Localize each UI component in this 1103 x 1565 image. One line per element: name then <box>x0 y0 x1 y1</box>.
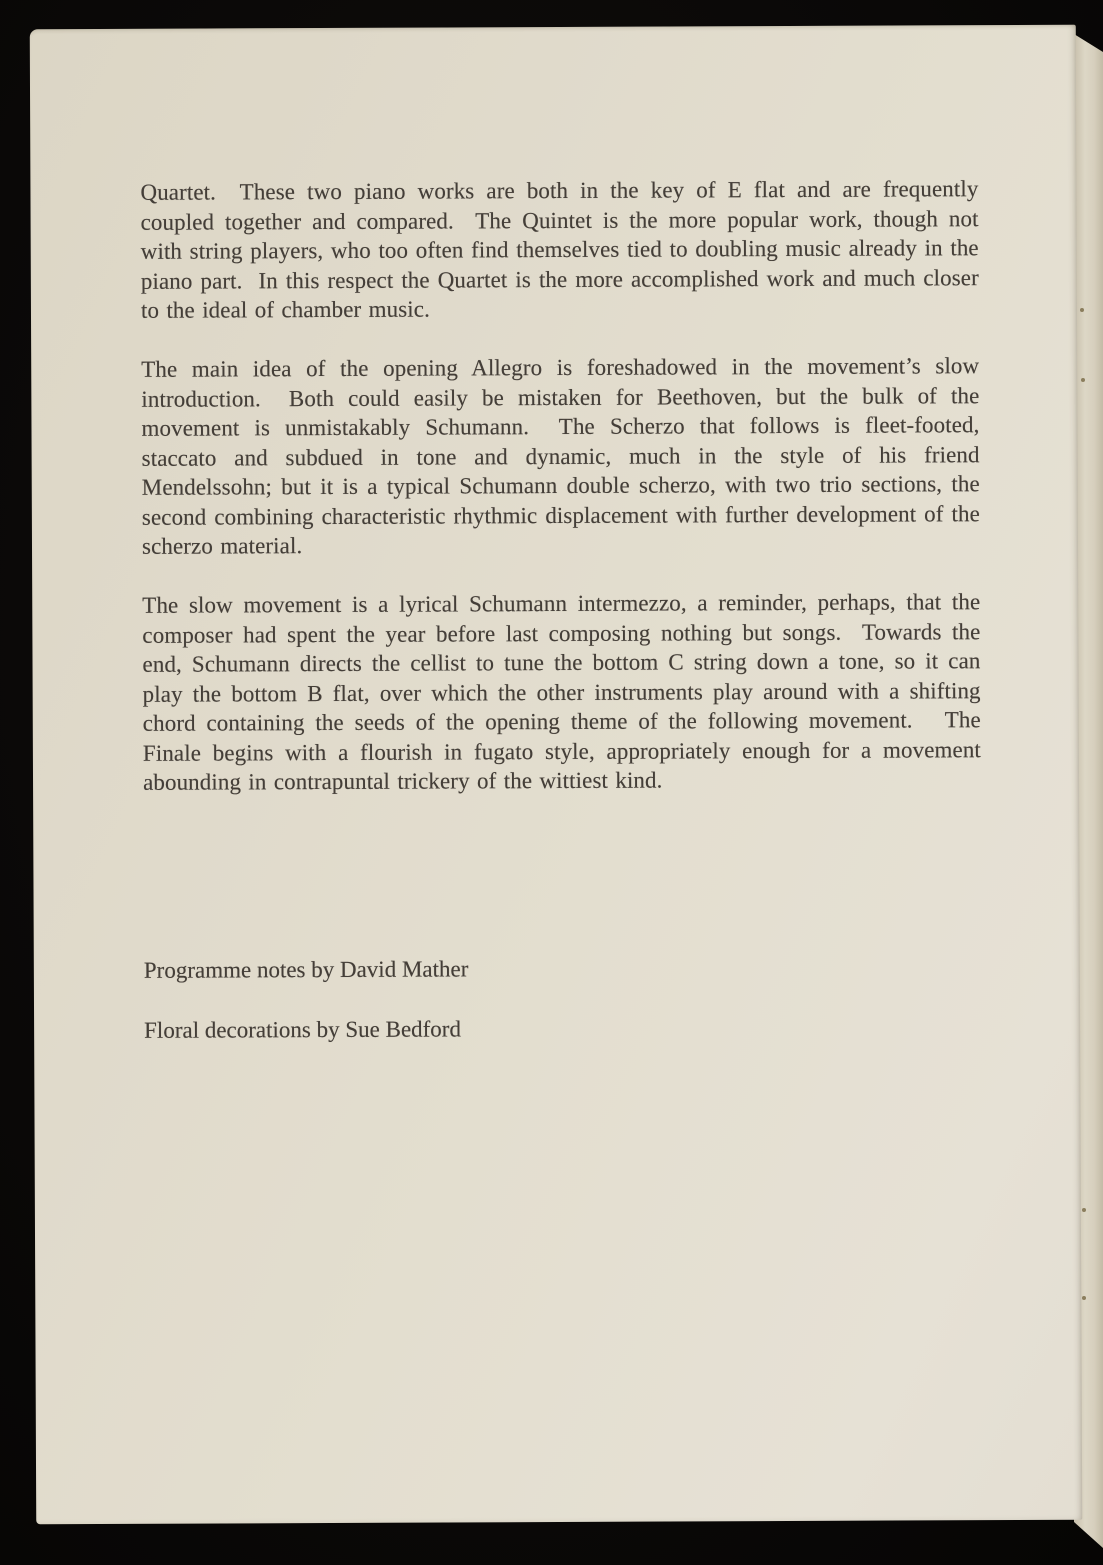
programme-notes-text <box>140 174 981 797</box>
paragraph-slow-movement-finale: The slow movement is a lyrical Schumann intermezzo, a reminder, perhaps, that the composer had spent the year before last composing nothing but songs. Towards the end, Schumann directs the cellist to tune the bottom C string down a tone, so it can play the bottom B flat, over which the other instruments play around with a shifting chord containing the seeds of the opening theme of the following movement. The Finale begins with a flourish in fugato style, appropriately enough for a movement abounding in contrapuntal trickery of the wittiest kind. <box>142 589 981 795</box>
paper-speck <box>1082 1208 1086 1212</box>
paper-speck <box>1081 378 1085 382</box>
programme-page <box>30 25 1083 1525</box>
credit-line-programme-notes: Programme notes by David Mather <box>143 956 469 983</box>
paper-speck <box>1080 308 1084 312</box>
credit-line-floral-decorations: Floral decorations by Sue Bedford <box>144 1016 461 1043</box>
paper-speck <box>1082 1296 1086 1300</box>
credits-block <box>144 952 982 1045</box>
paragraph-allegro-scherzo: The main idea of the opening Allegro is foreshadowed in the movement’s slow introduction. Both could easily be mistaken for Beethoven, but the bulk of the movement is unmistakably Schumann. The Scherzo that follows is fleet-footed, staccato and subdued in tone and dynamic, much in the style of his friend Mendelssohn; but it is a typical Schumann double scherzo, with two trio sections, the second combining characteristic rhythmic displacement with further development of the scherzo material. <box>141 353 980 559</box>
paragraph-quartet-quintet: Quartet. These two piano works are both in the key of E flat and are frequently coupled together and compared. The Quintet is the more popular work, though not with string players, who too often find themselves tied to doubling music already in the piano part. In this respect the Quartet is the more accomplished work and much closer to the ideal of chamber music. <box>140 176 979 323</box>
